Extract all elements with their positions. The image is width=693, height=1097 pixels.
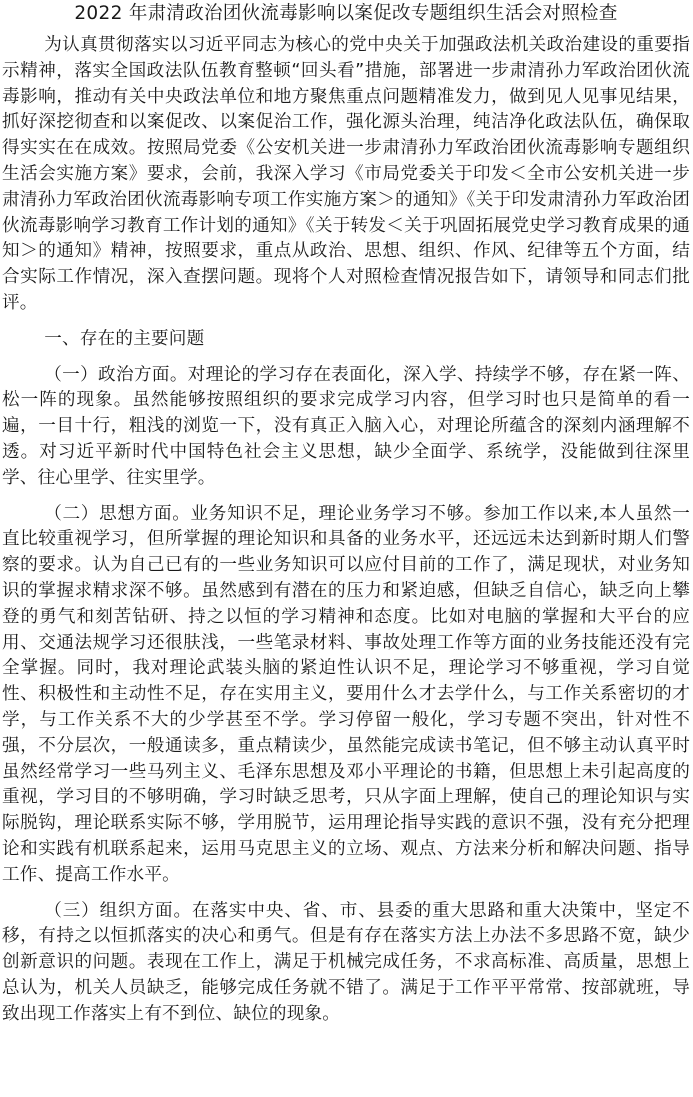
paragraph-organizational-aspect: （三）组织方面。在落实中央、省、市、县委的重大思路和重大决策中，坚定不移，有持之以恒抓落实的决心和勇气。但是有存在落实方法上办法不多思路不宽，缺少创新意识的问题。表现在工作上，满足于机械完成任务，不求高标准、高质量，思想上总认为，机关人员缺乏，能够完成任务就不错了。满足于工作平平常常、按部就班，导致出现工作落实上有不到位、缺位的现象。 [2,900,690,1024]
paragraph-ideological-aspect: （二）思想方面。业务知识不足，理论业务学习不够。参加工作以来,本人虽然一直比较重视学习，但所掌握的理论知识和具备的业务水平，还远远未达到新时期人们警察的要求。认为自己已有的一些业务知识可以应付目前的工作了，满足现状，对业务知识的掌握求精求深不够。虽然感到有潜在的压力和紧迫感，但缺乏自信心，缺乏向上攀登的勇气和刻苦钻研、持之以恒的学习精神和态度。比如对电脑的掌握和大平台的应用、交通法规学习还很肤浅，一些笔录材料、事故处理工作等方面的业务技能还没有完全掌握。同时，我对理论武装头脑的紧迫性认识不足，理论学习不够重视，学习自觉性、积极性和主动性不足，存在实用主义，要用什么才去学什么，与工作关系密切的才学，与工作关系不大的少学甚至不学。学习停留一般化，学习专题不突出，针对性不强，不分层次，一般通读多，重点精读少，虽然能完成读书笔记，但不够主动认真平时虽然经常学习一些马列主义、毛泽东思想及邓小平理论的书籍，但思想上未引起高度的重视，学习目的不够明确，学习时缺乏思考，只从字面上理解，使自己的理论知识与实际脱钩，理论联系实际不够，学用脱节，运用理论指导实践的意识不强，没有充分把理论和实践有机联系起来，运用马克思主义的立场、观点、方法来分析和解决问题、指导工作、提高工作水平。 [2,503,690,885]
section-heading-main-problems: 一、存在的主要问题 [44,328,205,349]
paragraph-political-aspect: （一）政治方面。对理论的学习存在表面化，深入学、持续学不够，存在紧一阵、松一阵的现象。虽然能够按照组织的要求完成学习内容，但学习时也只是简单的看一遍，一目十行，粗浅的浏览一下，没有真正入脑入心，对理论所蕴含的深刻内涵理解不透。对习近平新时代中国特色社会主义思想，缺少全面学、系统学，没能做到往深里学、往心里学、往实里学。 [2,364,690,488]
document-title: 2022 年肃清政治团伙流毒影响以案促改专题组织生活会对照检查 [74,3,618,24]
intro-paragraph: 为认真贯彻落实以习近平同志为核心的党中央关于加强政法机关政治建设的重要指示精神，落实全国政法队伍教育整顿“回头看”措施，部署进一步肃清孙力军政治团伙流毒影响，推动有关中央政法单位和地方聚焦重点问题精准发力，做到见人见事见结果，抓好深挖彻查和以案促改、以案促治工作，强化源头治理，纯洁净化政法队伍，确保取得实实在在成效。按照局党委《公安机关进一步肃清孙力军政治团伙流毒影响专题组织生活会实施方案》要求，会前，我深入学习《市局党委关于印发＜全市公安机关进一步肃清孙力军政治团伙流毒影响专项工作实施方案＞的通知》《关于印发肃清孙力军政治团伙流毒影响学习教育工作计划的通知》《关于转发＜关于巩固拓展党史学习教育成果的通知＞的通知》精神，按照要求，重点从政治、思想、组织、作风、纪律等五个方面，结合实际工作情况，深入查摆问题。现将个人对照检查情况报告如下，请领导和同志们批评。 [2,35,690,313]
